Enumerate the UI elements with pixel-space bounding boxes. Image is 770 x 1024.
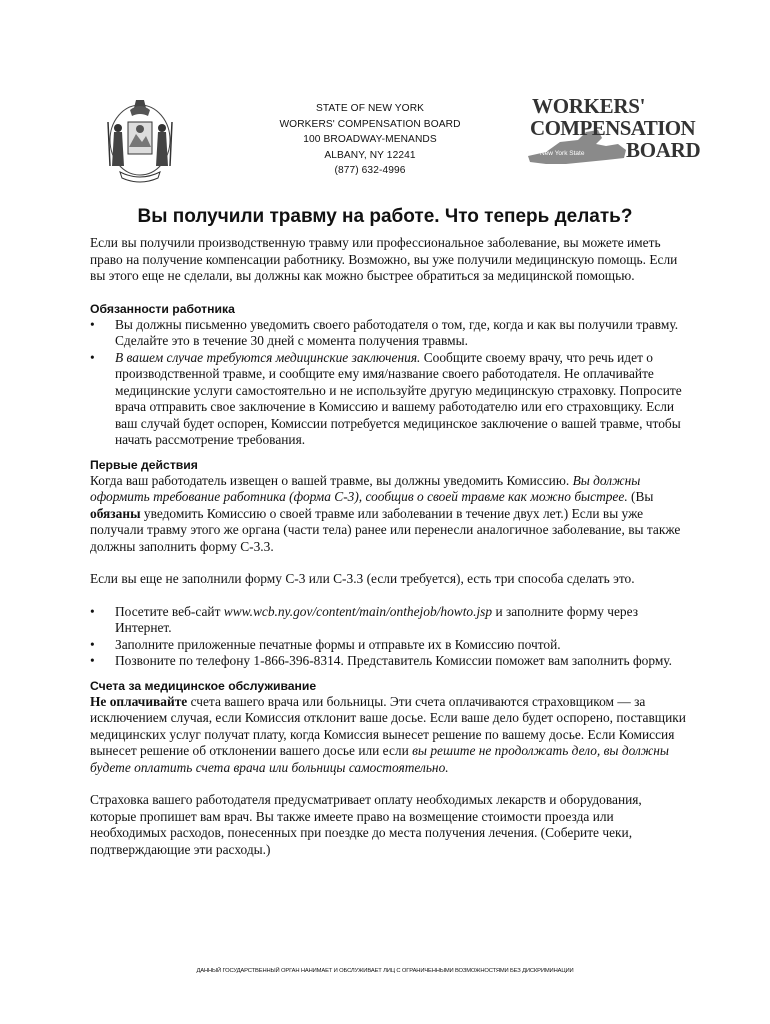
list-item: [90, 350, 690, 449]
ny-state-seal-icon: [92, 92, 188, 188]
logo-state-label: New York State: [540, 150, 585, 157]
list-item: • Позвоните по телефону 1-866-396-8314. Представитель Комиссии поможет вам заполнить форму.: [90, 653, 690, 670]
list-item-text: Вы должны письменно уведомить своего работодателя о том, где, когда и как вы получили травму. Сделайте это в течение 30 дней с момента получения травмы.: [115, 316, 679, 348]
strong-text: Не оплачивайте: [90, 693, 188, 709]
text-run: Когда ваш работодатель извещен о вашей травме, вы должны уведомить Комиссию.: [90, 472, 573, 488]
emphasis-text: Вы должны оформить требование работника (форма С-3), сообщив о своей травме как можно быстрее.: [90, 472, 641, 504]
letterhead-line: STATE OF NEW YORK: [315, 103, 425, 114]
list-item: • Заполните приложенные печатные формы и отправьте их в Комиссию почтой.: [90, 637, 690, 654]
wcb-logo: [526, 94, 701, 166]
document-body: [90, 235, 690, 858]
intro-paragraph: Если вы получили производственную травму или профессиональное заболевание, вы можете иметь право на получение компенсации работнику. Возможно, вы уже получили медицинскую помощь. Если вы этого еще не сделали, вы должны как можно быстрее обратиться за медицинской помощью.: [90, 235, 678, 283]
filing-options-list: [90, 604, 690, 670]
page-title: Вы получили травму на работе. Что теперь делать?: [137, 206, 633, 227]
text-run: уведомить Комиссию о своей травме или заболевании в течение двух лет.) Если вы уже получали травму этого же органа (части тела) ранее или перенесли аналогичное заболевание, вы также должны заполнить форму С-3.3.: [90, 505, 681, 554]
list-item: [90, 317, 690, 350]
logo-line-3: BOARD: [626, 138, 701, 162]
section-heading-medical-bills: Счета за медицинское обслуживание: [90, 678, 317, 693]
letterhead: [240, 101, 500, 179]
list-item: [90, 604, 690, 637]
text-run: Посетите веб-сайт: [115, 603, 224, 619]
first-steps-paragraph: [90, 473, 690, 556]
footer-notice: ДАННЫЙ ГОСУДАРСТВЕННЫЙ ОРГАН НАНИМАЕТ И ОБСЛУЖИВАЕТ ЛИЦ С ОГРАНИЧЕННЫМИ ВОЗМОЖНОСТЯМИ БЕЗ ДИСКРИМИНАЦИИ: [196, 968, 574, 974]
text-run: счета вашего врача или больницы. Эти счета оплачиваются страховщиком — за исключением случая, если Комиссия отклонит ваше досье. Если ваше дело будет оспорено, поставщики медицинских услуг получат плату, когда Комиссия вынесет решение по вашему досье. Если Комиссия вынесет решение об отклонении вашего досье или если: [90, 693, 686, 758]
insurance-paragraph: Страховка вашего работодателя предусматривает оплату необходимых лекарств и оборудования, которые пропишет вам врач. Вы также имеете право на возмещение стоимости проезда или необходимых расходов, понесенных при поездке до места получения лечения. (Соберите чеки, подтверждающие эти расходы.): [90, 792, 642, 857]
employee-duties-list: [90, 317, 690, 449]
text-run: (Вы: [627, 489, 654, 504]
emphasis-text: вы решите не продолжать дело, вы должны будете оплатить счета врача или больницы самостоятельно.: [90, 743, 669, 775]
text-run: и заполните форму через Интернет.: [115, 603, 639, 635]
section-heading-employee-duties: Обязанности работника: [90, 301, 235, 316]
letterhead-line: ALBANY, NY 12241: [324, 149, 416, 161]
strong-text: обязаны: [90, 505, 141, 521]
logo-line-1: WORKERS': [532, 94, 646, 118]
section-heading-first-steps: Первые действия: [90, 457, 198, 472]
emphasis-text: В вашем случае требуются медицинские заключения.: [115, 349, 421, 365]
letterhead-line: WORKERS' COMPENSATION BOARD: [279, 118, 461, 130]
letterhead-line: 100 BROADWAY-MENANDS: [303, 134, 437, 145]
logo-line-2: COMPENSATION: [530, 116, 696, 140]
ways-paragraph: Если вы еще не заполнили форму С-3 или С-3.3 (если требуется), есть три способа сделать это.: [90, 571, 635, 586]
medical-bills-paragraph: [90, 694, 690, 777]
website-link[interactable]: www.wcb.ny.gov/content/main/onthejob/howto.jsp: [223, 603, 493, 619]
letterhead-line: (877) 632-4996: [334, 165, 406, 176]
list-item-text: Сообщите своему врачу, что речь идет о производственной травме, и сообщите ему имя/название своего работодателя. Не оплачивайте медицинские услуги самостоятельно и не используйте другую медицинскую страховку. Попросите врача отправить свое заключение в Комиссию и вашему работодателю или его страховщику. Если ваш случай будет оспорен, Комиссии потребуется медицинское заключение о вашей травме, чтобы начать рассмотрение требования.: [115, 349, 682, 447]
